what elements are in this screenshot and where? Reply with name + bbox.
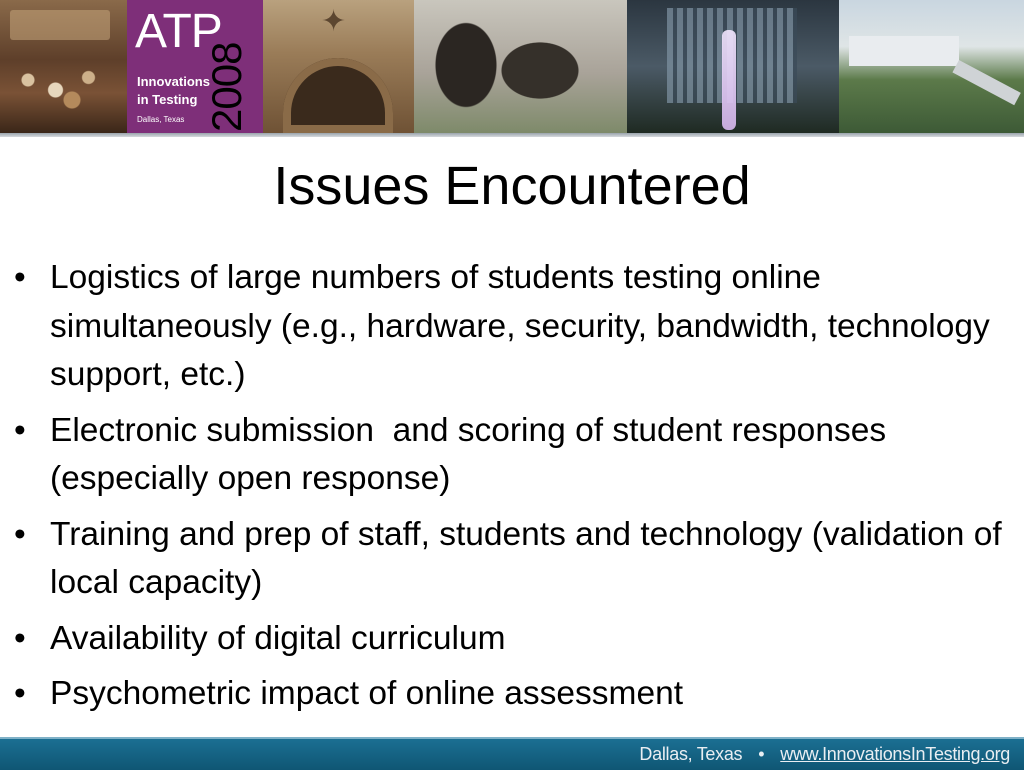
logo-tagline-line2: in Testing	[137, 92, 198, 107]
bullet-text: Availability of digital curriculum	[50, 619, 506, 657]
logo-tagline	[137, 73, 210, 109]
banner-divider	[0, 133, 1024, 137]
bullet-item	[14, 615, 1004, 664]
bullet-item	[14, 407, 1004, 504]
logo-tagline-line1: Innovations	[137, 74, 210, 89]
bullet-marker: •	[14, 259, 26, 296]
hotel-fountain-photo	[627, 0, 839, 133]
bullet-item	[14, 254, 1004, 400]
bullet-text: Logistics of large numbers of students testing online simultaneously (e.g., hardware, security, bandwidth, technology support, etc.)	[50, 259, 990, 393]
logo-year	[203, 40, 268, 132]
restaurant-photo	[0, 0, 127, 133]
bullet-text: Electronic submission and scoring of student responses (especially open response)	[50, 411, 896, 497]
bullet-text: Training and prep of staff, students and technology (validation of local capacity)	[50, 515, 1002, 601]
footer-url-link[interactable]: www.InnovationsInTesting.org	[780, 744, 1010, 764]
bullet-list	[14, 254, 1004, 726]
footer-location: Dallas, Texas	[639, 744, 743, 764]
footer-separator: •	[758, 744, 765, 764]
bullet-marker: •	[14, 515, 26, 553]
logo-year-text: 2008	[203, 42, 250, 132]
logo-city: Dallas, Texas	[137, 115, 185, 124]
bullet-marker: •	[14, 619, 26, 657]
bullet-item	[14, 670, 1004, 719]
bullet-marker: •	[14, 675, 26, 712]
slide-title: Issues Encountered	[273, 156, 751, 216]
aerial-city-photo	[839, 0, 1024, 133]
footer-bar	[0, 737, 1024, 770]
archway-photo	[263, 0, 414, 133]
bullet-item	[14, 511, 1004, 608]
footer-text	[639, 744, 1010, 765]
logo-atp-text: ATP	[135, 5, 222, 58]
header-banner	[0, 0, 1024, 133]
bullet-marker: •	[14, 411, 26, 449]
bullet-text: Psychometric impact of online assessment	[50, 675, 684, 712]
horse-sculpture-photo	[414, 0, 627, 133]
